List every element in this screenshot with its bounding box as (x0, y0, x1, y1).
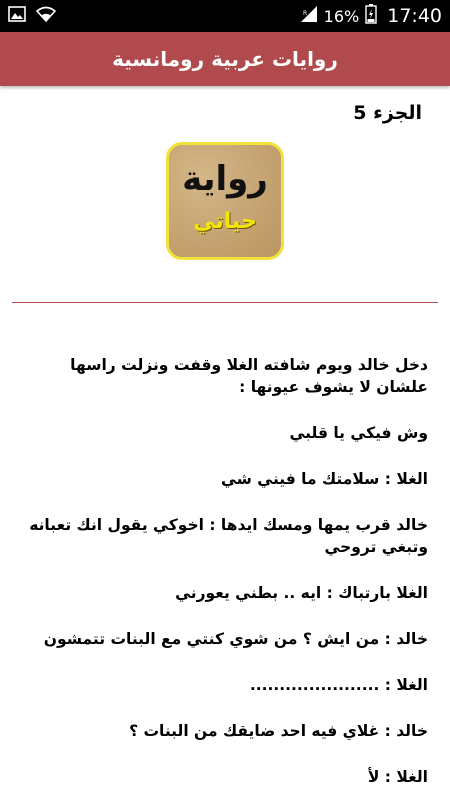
story-paragraph: وش فيكي يا قلبي (289, 424, 428, 442)
story-paragraph: الغلا : ...................... (249, 676, 428, 694)
image-icon (8, 6, 26, 26)
story-paragraph: خالد : غلاي فيه احد ضايقك من البنات ؟ (129, 722, 428, 740)
wifi-icon (36, 6, 56, 26)
story-paragraph: الغلا بارتباك : ايه .. بطني يعورني (175, 584, 428, 602)
story-paragraph: خالد قرب يمها ومسك ايدها : اخوكي يقول انك تعبانه وتبغي تروحي (29, 516, 428, 556)
status-left (8, 6, 56, 26)
content-area[interactable] (0, 86, 450, 800)
status-bar (0, 0, 450, 32)
app-title: روايات عربية رومانسية (112, 47, 338, 71)
status-right (300, 4, 442, 28)
battery-percent: 16% (323, 6, 360, 26)
svg-text:R: R (302, 10, 307, 17)
signal-icon (300, 5, 318, 27)
story-paragraph: الغلا : سلامتك ما فيني شي (220, 470, 428, 488)
divider (12, 302, 438, 303)
novel-cover-image (166, 142, 284, 260)
story-paragraph: دخل خالد ويوم شافته الغلا وقفت ونزلت راسها علشان لا يشوف عيونها : (70, 356, 428, 396)
story-paragraph: الغلا : لأ (367, 768, 428, 786)
story-paragraph: خالد : من ايش ؟ من شوي كنتي مع البنات تتمشون (43, 630, 428, 648)
app-bar (0, 32, 450, 86)
clock: 17:40 (387, 5, 442, 27)
cover-title: رواية (182, 159, 268, 199)
cover-subtitle: حياتي (193, 209, 257, 234)
battery-icon (365, 4, 377, 28)
part-heading: الجزء 5 (353, 102, 422, 124)
story-text (22, 354, 428, 800)
